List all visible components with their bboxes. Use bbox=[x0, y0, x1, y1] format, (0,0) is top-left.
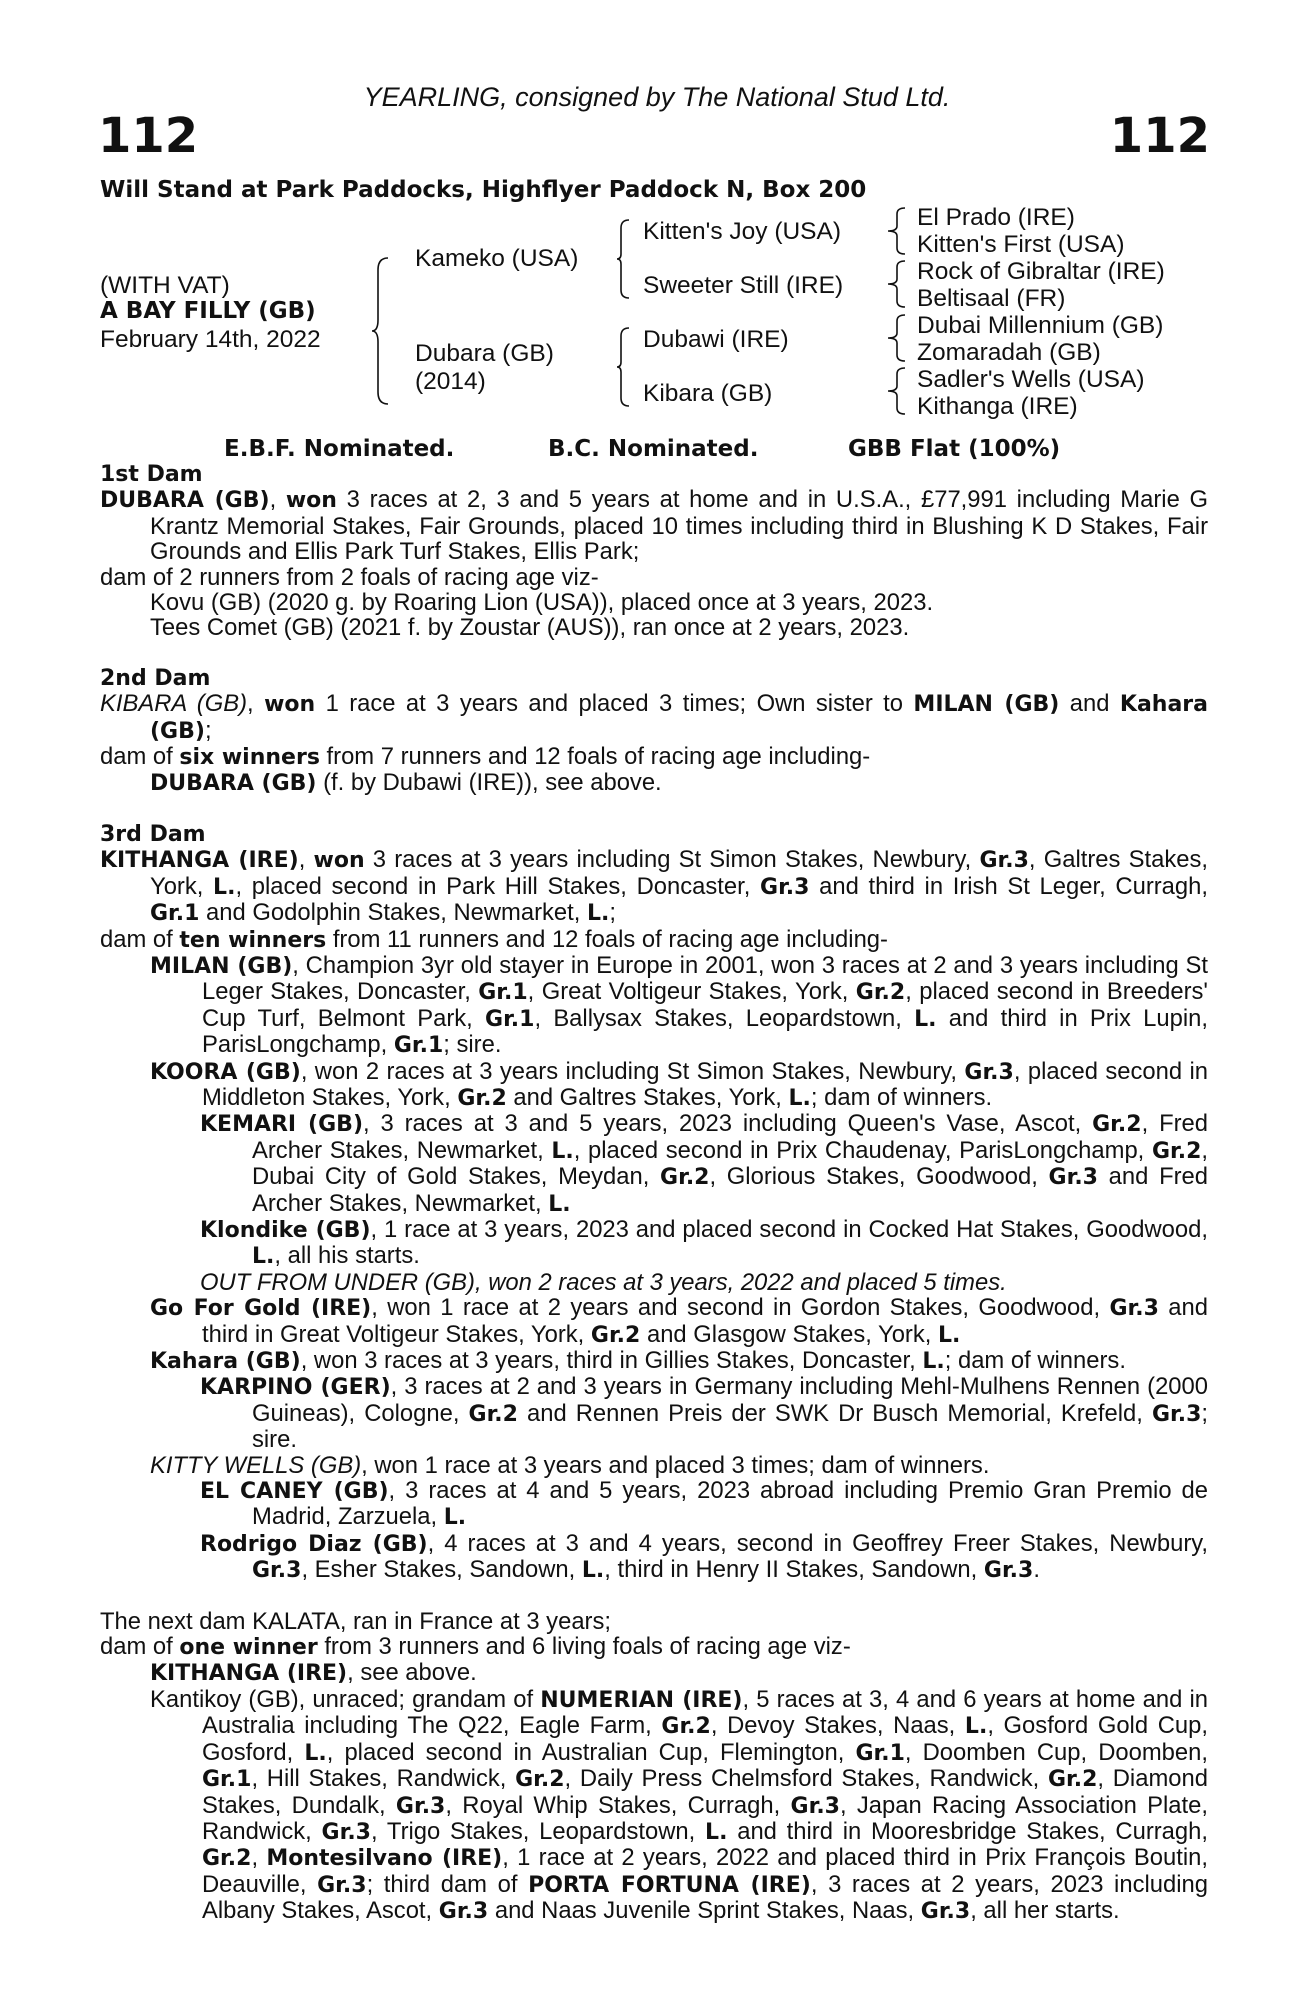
produce-klondike: Klondike (GB), 1 race at 3 years, 2023 and placed second in Cocked Hat Stakes, Goodwood, L., all his starts. bbox=[200, 1215, 1209, 1270]
produce-el-caney: EL CANEY (GB), 3 races at 4 and 5 years, 2023 abroad including Premio Gran Premio de Madrid, Zarzuela, L. bbox=[200, 1477, 1208, 1531]
produce-go-for-gold: Go For Gold (IRE), won 1 race at 2 years and second in Gordon Stakes, Goodwood, Gr.3 and third in Great Voltigeur Stakes, York, Gr.2 and Glasgow Stakes, York, L. bbox=[150, 1294, 1208, 1348]
ebf-nomination: E.B.F. Nominated. bbox=[224, 436, 455, 462]
next-dam-produce-summary: dam of one winner from 3 runners and 6 living foals of racing age viz- bbox=[100, 1633, 851, 1661]
lot-number-right: 112 bbox=[1109, 108, 1210, 164]
first-dam-foal-2: Tees Comet (GB) (2021 f. by Zoustar (AUS)), ran once at 2 years, 2023. bbox=[150, 614, 910, 642]
sd-sire: Rock of Gibraltar (IRE) bbox=[917, 258, 1165, 285]
vat-note: (WITH VAT) bbox=[100, 272, 230, 299]
gbb-nomination: GBB Flat (100%) bbox=[848, 436, 1061, 462]
produce-milan: MILAN (GB), Champion 3yr old stayer in Europe in 2001, won 3 races at 2 and 3 years including St Leger Stakes, Doncaster, Gr.1, Great Voltigeur Stakes, York, Gr.2, placed second in Breeders' Cup Turf, Belmont Park, Gr.1, Ballysax Stakes, Leopardstown, L. and third in Prix Lupin, ParisLongchamp, Gr.1; sire. bbox=[150, 951, 1208, 1059]
consignor-line: YEARLING, consigned by The National Stud Ltd. bbox=[363, 82, 951, 112]
lot-number-left: 112 bbox=[98, 108, 199, 164]
produce-karpino: KARPINO (GER), 3 races at 2 and 3 years in Germany including Mehl-Mulhens Rennen (2000 Guineas), Cologne, Gr.2 and Rennen Preis der SWK Dr Busch Memorial, Krefeld, Gr.3; sire. bbox=[200, 1373, 1209, 1454]
next-dam-produce-kantikoy: Kantikoy (GB), unraced; grandam of NUMERIAN (IRE), 5 races at 3, 4 and 6 years at home and in Australia including The Q22, Eagle Farm, Gr.2, Devoy Stakes, Naas, L., Gosford Gold Cup, Gosford, L., placed second in Australian Cup, Flemington, Gr.1, Doomben Cup, Doomben, Gr.1, Hill Stakes, Randwick, Gr.2, Daily Press Chelmsford Stakes, Randwick, Gr.2, Diamond Stakes, Dundalk, Gr.3, Royal Whip Stakes, Curragh, Gr.3, Japan Racing Association Plate, Randwick, Gr.3, Trigo Stakes, Leopardstown, L. and third in Mooresbridge Stakes, Curragh, Gr.2, Montesilvano (IRE), 1 race at 2 years, 2022 and placed third in Prix François Boutin, Deauville, Gr.3; third dam of PORTA FORTUNA (IRE), 3 races at 2 years, 2023 including Albany Stakes, Ascot, Gr.3 and Naas Juvenile Sprint Stakes, Naas, Gr.3, all her starts. bbox=[150, 1685, 1209, 1925]
sire-name: Kameko (USA) bbox=[415, 245, 579, 272]
third-dam-heading: 3rd Dam bbox=[100, 821, 206, 847]
second-dam-produce-summary: dam of six winners from 7 runners and 12 foals of racing age including- bbox=[100, 743, 871, 771]
sire-dam: Sweeter Still (IRE) bbox=[643, 272, 844, 299]
brace-sire bbox=[615, 218, 631, 300]
second-dam-heading: 2nd Dam bbox=[100, 665, 211, 691]
dam-sire: Dubawi (IRE) bbox=[643, 326, 789, 353]
dd-sire: Sadler's Wells (USA) bbox=[917, 366, 1145, 393]
lot-horse-name: A BAY FILLY (GB) bbox=[100, 298, 316, 324]
brace-main bbox=[370, 256, 390, 406]
brace-dam bbox=[615, 326, 631, 408]
bc-nomination: B.C. Nominated. bbox=[548, 436, 759, 462]
brace-dd bbox=[885, 366, 909, 416]
dam-year: (2014) bbox=[415, 368, 486, 395]
produce-out-from-under: OUT FROM UNDER (GB), won 2 races at 3 years, 2022 and placed 5 times. bbox=[200, 1268, 1007, 1296]
third-dam-produce-summary: dam of ten winners from 11 runners and 12 foals of racing age including- bbox=[100, 925, 888, 953]
produce-kahara: Kahara (GB), won 3 races at 3 years, third in Gillies Stakes, Doncaster, L.; dam of winners. bbox=[150, 1347, 1126, 1374]
ss-dam: Kitten's First (USA) bbox=[917, 231, 1125, 258]
dam-dam: Kibara (GB) bbox=[643, 380, 773, 407]
first-dam-foal-1: Kovu (GB) (2020 g. by Roaring Lion (USA)), placed once at 3 years, 2023. bbox=[150, 589, 934, 617]
ds-dam: Zomaradah (GB) bbox=[917, 339, 1101, 366]
dam-name: Dubara (GB) bbox=[415, 340, 554, 367]
next-dam-line: The next dam KALATA, ran in France at 3 years; bbox=[100, 1607, 611, 1635]
second-dam-produce-1: DUBARA (GB) (f. by Dubawi (IRE)), see above. bbox=[150, 769, 662, 797]
sd-dam: Beltisaal (FR) bbox=[917, 285, 1066, 312]
brace-sd bbox=[885, 259, 909, 309]
third-dam-entry: KITHANGA (IRE), won 3 races at 3 years including St Simon Stakes, Newbury, Gr.3, Galtres Stakes, York, L., placed second in Park Hill Stakes, Doncaster, Gr.3 and third in Irish St Leger, Curragh, Gr.1 and Godolphin Stakes, Newmarket, L.; bbox=[100, 846, 1208, 927]
sire-sire: Kitten's Joy (USA) bbox=[643, 218, 842, 245]
first-dam-heading: 1st Dam bbox=[100, 462, 203, 487]
second-dam-entry: KIBARA (GB), won 1 race at 3 years and placed 3 times; Own sister to MILAN (GB) and Kahara (GB); bbox=[100, 690, 1208, 744]
brace-ds bbox=[885, 313, 909, 363]
produce-kemari: KEMARI (GB), 3 races at 3 and 5 years, 2023 including Queen's Vase, Ascot, Gr.2, Fred Archer Stakes, Newmarket, L., placed second in Prix Chaudenay, ParisLongchamp, Gr.2, Dubai City of Gold Stakes, Meydan, Gr.2, Glorious Stakes, Goodwood, Gr.3 and Fred Archer Stakes, Newmarket, L. bbox=[200, 1110, 1208, 1217]
ds-sire: Dubai Millennium (GB) bbox=[917, 312, 1164, 339]
dd-dam: Kithanga (IRE) bbox=[917, 393, 1078, 420]
brace-ss bbox=[885, 206, 909, 256]
first-dam-entry: DUBARA (GB), won 3 races at 2, 3 and 5 years at home and in U.S.A., £77,991 including Marie G Krantz Memorial Stakes, Fair Grounds, placed 10 times including third in Blushing K D Stakes, Fair Grounds and Ellis Park Turf Stakes, Ellis Park; bbox=[100, 486, 1208, 566]
first-dam-produce-summary: dam of 2 runners from 2 foals of racing age viz- bbox=[100, 563, 599, 591]
produce-koora: KOORA (GB), won 2 races at 3 years including St Simon Stakes, Newbury, Gr.3, placed second in Middleton Stakes, York, Gr.2 and Galtres Stakes, York, L.; dam of winners. bbox=[150, 1057, 1209, 1111]
catalogue-body bbox=[100, 462, 1208, 1925]
produce-rodrigo-diaz: Rodrigo Diaz (GB), 4 races at 3 and 4 years, second in Geoffrey Freer Stakes, Newbury, Gr.3, Esher Stakes, Sandown, L., third in Henry II Stakes, Sandown, Gr.3. bbox=[200, 1529, 1209, 1584]
foaling-date: February 14th, 2022 bbox=[100, 326, 321, 353]
next-dam-produce-kithanga: KITHANGA (IRE), see above. bbox=[150, 1659, 477, 1687]
stand-location: Will Stand at Park Paddocks, Highflyer Paddock N, Box 200 bbox=[100, 177, 867, 203]
ss-sire: El Prado (IRE) bbox=[917, 204, 1075, 231]
produce-kitty-wells: KITTY WELLS (GB), won 1 race at 3 years and placed 3 times; dam of winners. bbox=[150, 1451, 990, 1479]
